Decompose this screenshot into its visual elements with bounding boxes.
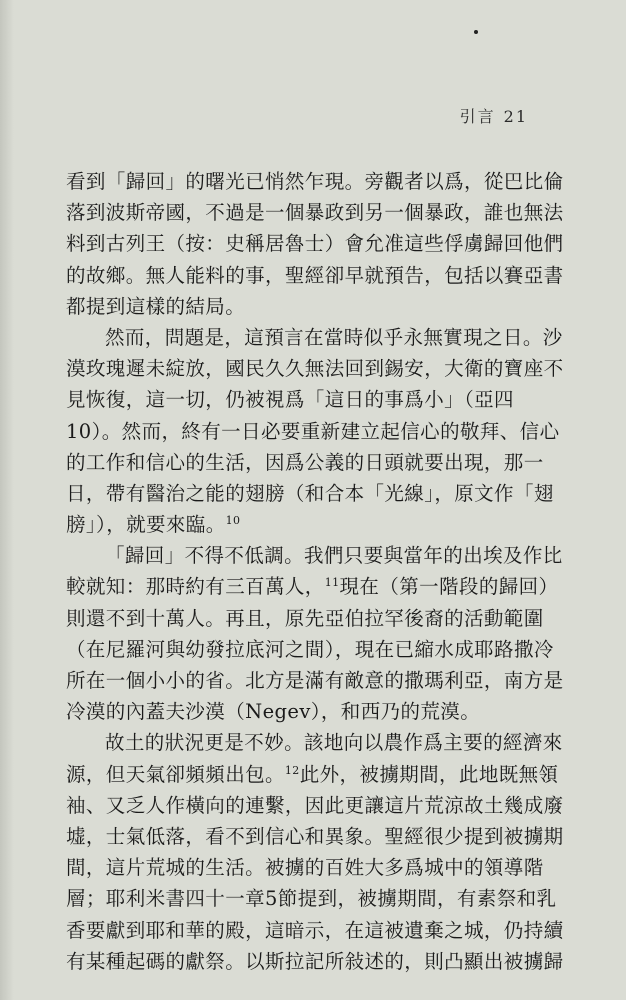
line-text: 則還不到十萬人。再且，原先亞伯拉罕後裔的活動範圍 <box>66 606 544 630</box>
line-text: 料到古列王（按：史稱居魯士）會允准這些俘虜歸回他們 <box>66 232 564 256</box>
line-text: 有某種起碼的獻祭。以斯拉記所敍述的，則凸顯出被擄歸 <box>66 949 564 973</box>
line-text: 墟，士氣低落，看不到信心和異象。聖經很少提到被擄期 <box>66 824 564 848</box>
text-line <box>66 322 563 353</box>
text-line <box>66 260 564 291</box>
text-line <box>66 883 557 914</box>
line-text-continued: 此外，被擄期間，此地既無領 <box>299 762 559 786</box>
line-text: 的故鄉。無人能料的事，聖經卻早就預告，包括以賽亞書 <box>66 263 564 287</box>
line-text: 源，但天氣卻頻頻出包。 <box>66 762 285 786</box>
line-text: 的工作和信心的生活，因爲公義的日頭就要出現，那一 <box>66 450 544 474</box>
text-line <box>66 915 564 946</box>
page-number: 21 <box>503 107 528 126</box>
text-line <box>66 540 563 571</box>
text-line <box>66 727 563 758</box>
text-line <box>66 852 544 883</box>
footnote-marker: 12 <box>284 763 300 777</box>
chapter-title: 引言 <box>459 107 496 126</box>
running-header <box>460 104 528 127</box>
text-line <box>66 197 564 228</box>
line-text: 間，這片荒城的生活。被擄的百姓大多爲城中的領導階 <box>66 856 544 880</box>
footnote-marker: 10 <box>225 514 241 528</box>
text-line <box>66 634 554 665</box>
line-text: 所在一個小小的省。北方是滿有敵意的撒瑪利亞，南方是 <box>66 669 564 692</box>
line-text: 落到波斯帝國，不過是一個暴政到另一個暴政，誰也無法 <box>66 201 564 225</box>
text-line <box>66 603 544 634</box>
text-line <box>66 509 536 540</box>
text-line <box>66 665 564 696</box>
line-text-continued: 現在（第一階段的歸回） <box>339 575 559 599</box>
text-line <box>66 447 544 478</box>
text-line <box>66 478 554 509</box>
line-text: 香要獻到耶和華的殿，這暗示，在這被遺棄之城，仍持續 <box>66 918 564 942</box>
footnote-marker: 11 <box>324 576 340 590</box>
body-text <box>66 166 564 977</box>
line-text: 看到「歸回」的曙光已悄然乍現。旁觀者以爲，從巴比倫 <box>66 170 564 193</box>
line-text: 「歸回」不得不低調。我們只要與當年的出埃及作比 <box>105 544 563 568</box>
text-line <box>66 790 564 821</box>
text-line <box>66 416 560 447</box>
text-line <box>66 571 559 602</box>
text-line <box>66 228 564 259</box>
line-text: 故土的狀況更是不妙。該地向以農作爲主要的經濟來 <box>105 731 563 755</box>
line-text: 冷漠的內蓋夫沙漠（Negev），和西乃的荒漠。 <box>66 700 481 724</box>
ink-speck <box>474 30 478 34</box>
text-line <box>66 821 564 852</box>
line-text: 10）。然而，終有一日必要重新建立起信心的敬拜、信心 <box>66 419 560 443</box>
text-line <box>66 759 559 790</box>
line-text: 袖、又乏人作橫向的連繫，因此更讓這片荒涼故土幾成廢 <box>66 793 564 817</box>
line-text: 層；耶利米書四十一章5節提到，被擄期間，有素祭和乳 <box>66 887 557 911</box>
text-line <box>66 696 536 727</box>
text-line <box>66 384 536 415</box>
text-line <box>66 353 564 384</box>
text-line <box>66 291 536 322</box>
text-line <box>66 166 564 197</box>
line-text: 較就知：那時約有三百萬人， <box>66 575 325 599</box>
line-text: 日，帶有醫治之能的翅膀（和合本「光線」，原文作「翅 <box>66 481 554 505</box>
line-text: 然而，問題是，這預言在當時似乎永無實現之日。沙 <box>105 325 563 349</box>
line-text: 膀」），就要來臨。 <box>66 513 226 537</box>
line-text: （在尼羅河與幼發拉底河之間），現在已縮水成耶路撒冷 <box>66 637 554 661</box>
line-text: 漠玫瑰遲未綻放，國民久久無法回到錫安，大衛的寶座不 <box>66 357 564 381</box>
text-line <box>66 946 564 977</box>
line-text: 見恢復，這一切，仍被視爲「這日的事爲小」（亞四 <box>66 388 514 412</box>
line-text: 都提到這樣的結局。 <box>66 294 246 318</box>
